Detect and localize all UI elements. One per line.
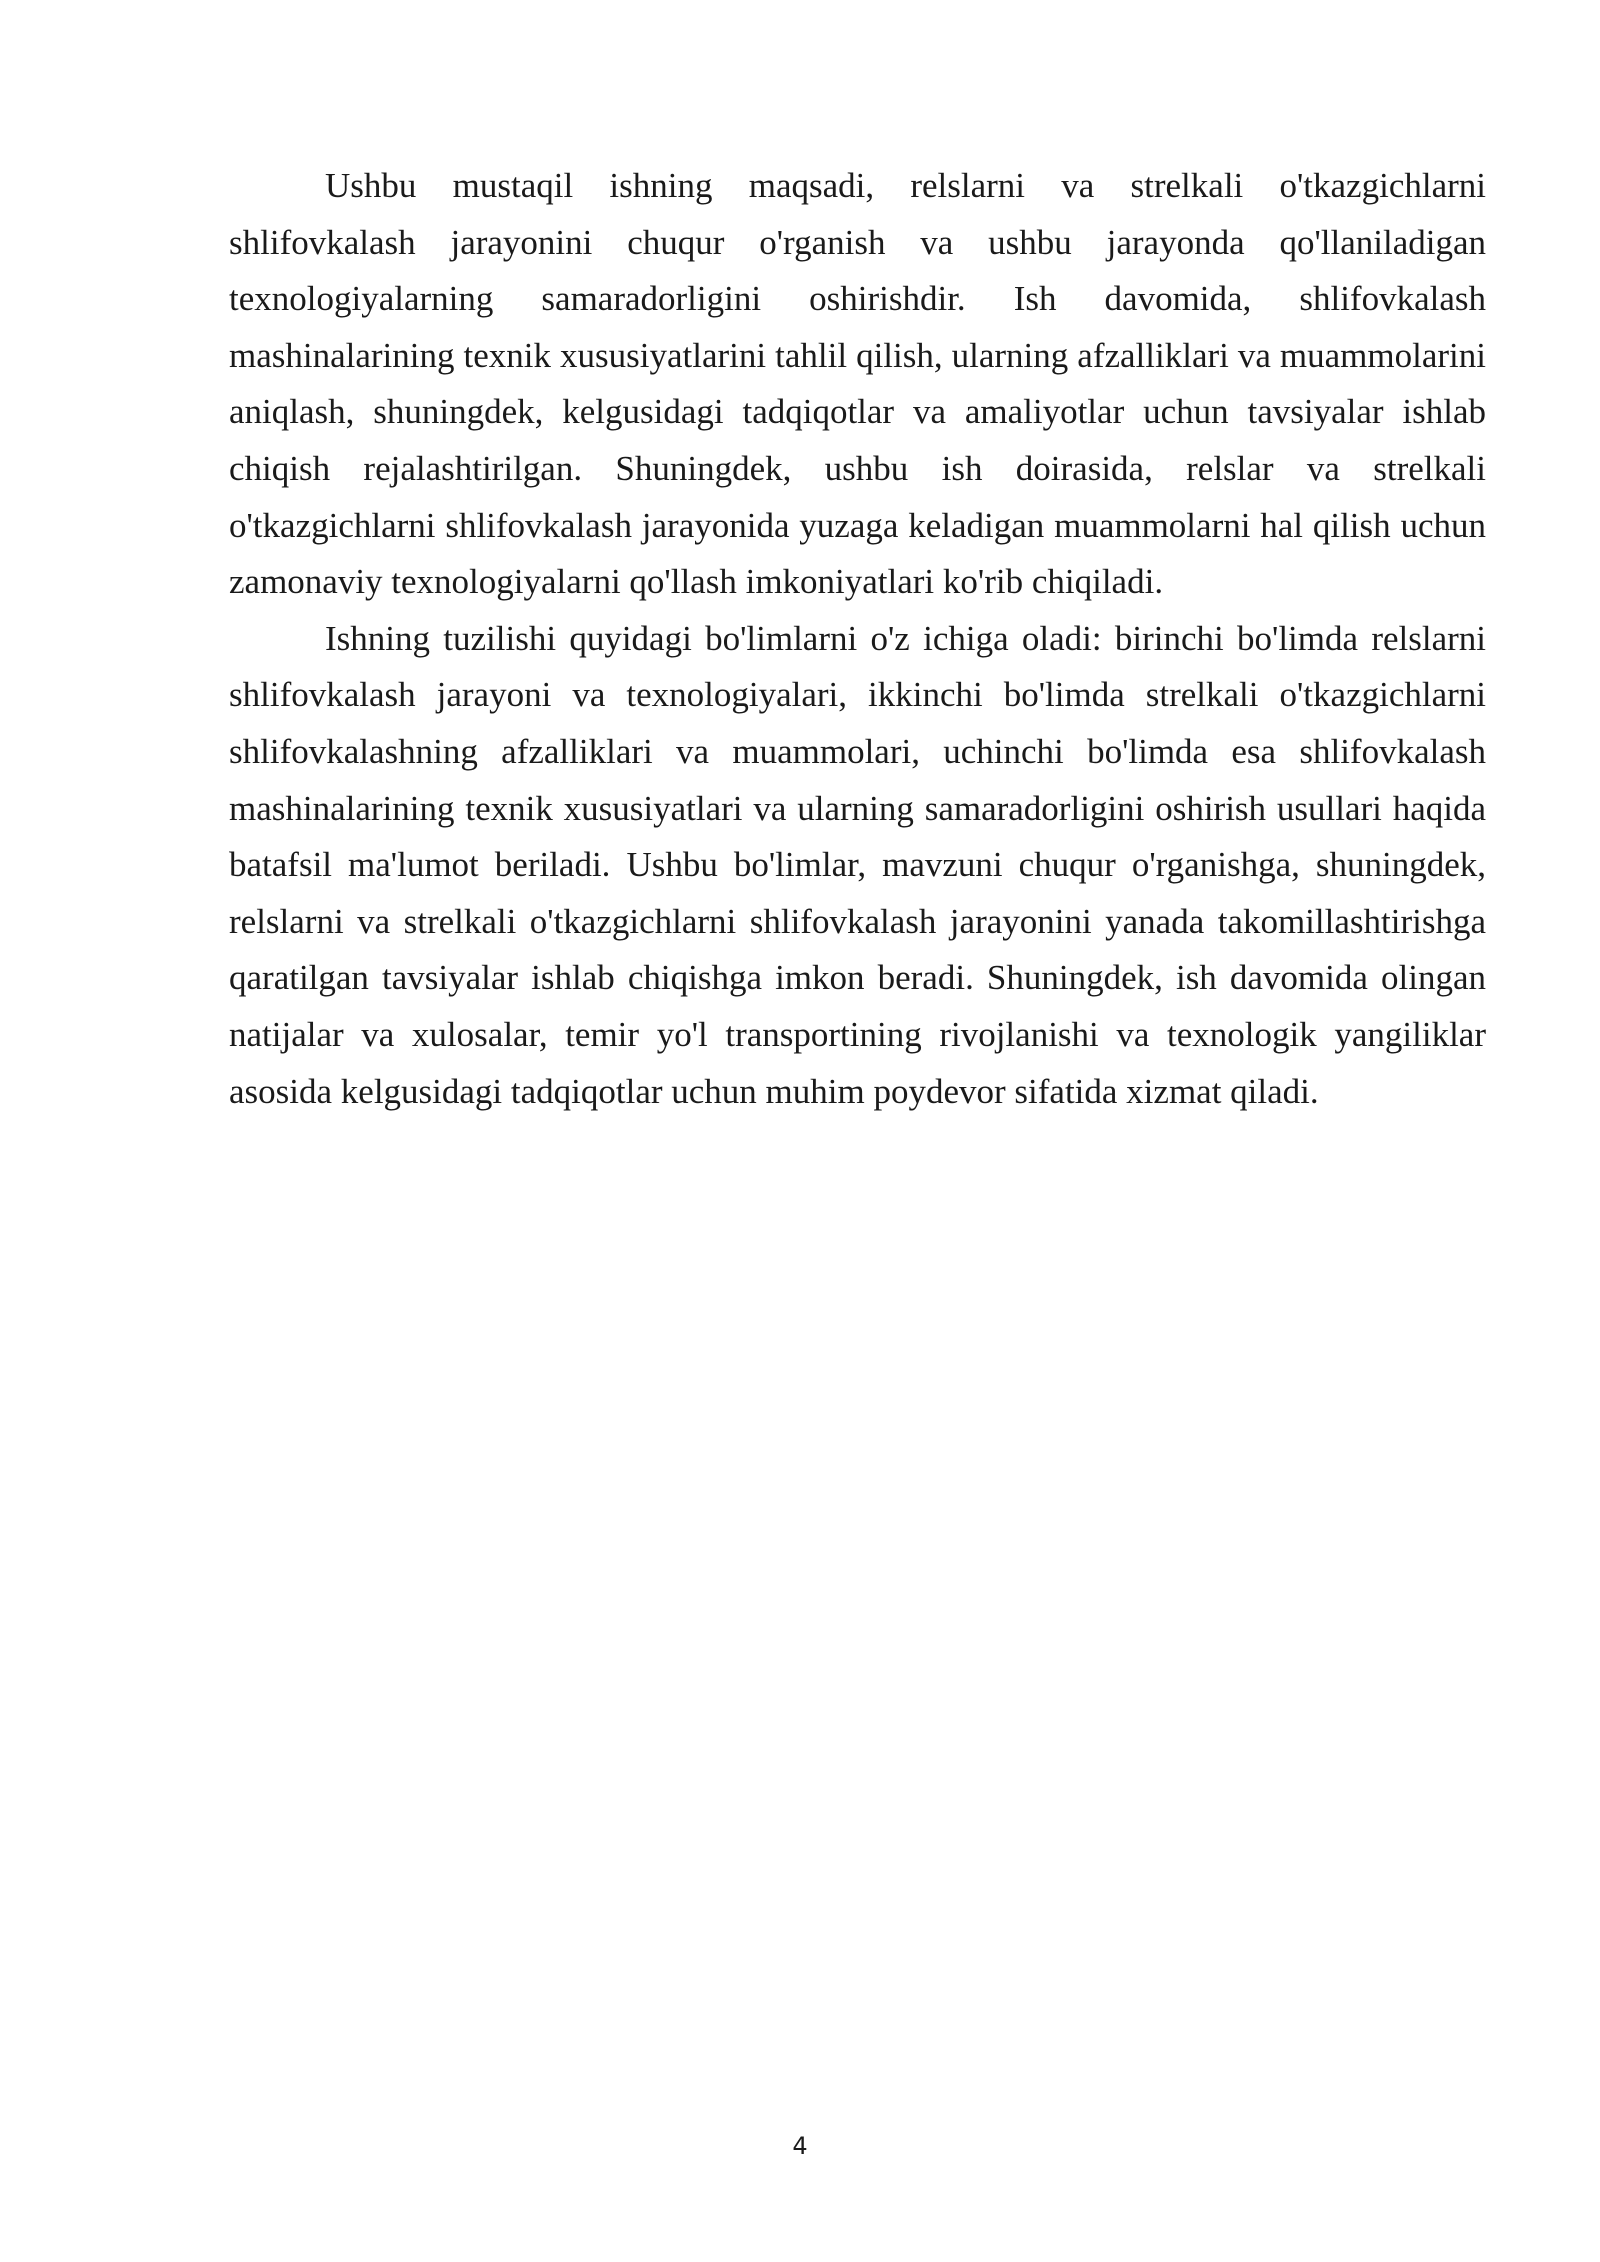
- body-text: [229, 158, 1486, 1120]
- paragraph-purpose: Ushbu mustaqil ishning maqsadi, relslarni va strelkali o'tkazgichlarni shlifovkalash jarayonini chuqur o'rganish va ushbu jarayonda qo'llaniladigan texnologiyalarning samaradorligini oshirishdir. Ish davomida, shlifovkalash mashinalarining texnik xususiyatlarini tahlil qilish, ularning afzalliklari va muammolarini aniqlash, shuningdek, kelgusidagi tadqiqotlar va amaliyotlar uchun tavsiyalar ishlab chiqish rejalashtirilgan. Shuningdek, ushbu ish doirasida, relslar va strelkali o'tkazgichlarni shlifovkalash jarayonida yuzaga keladigan muammolarni hal qilish uchun zamonaviy texnologiyalarni qo'llash imkoniyatlari ko'rib chiqiladi.: [229, 166, 1486, 602]
- paragraph-structure: Ishning tuzilishi quyidagi bo'limlarni o'z ichiga oladi: birinchi bo'limda relslarni shlifovkalash jarayoni va texnologiyalari, ikkinchi bo'limda strelkali o'tkazgichlarni shlifovkalashning afzalliklari va muammolari, uchinchi bo'limda esa shlifovkalash mashinalarining texnik xususiyatlari va ularning samaradorligini oshirish usullari haqida batafsil ma'lumot beriladi. Ushbu bo'limlar, mavzuni chuqur o'rganishga, shuningdek, relslarni va strelkali o'tkazgichlarni shlifovkalash jarayonini yanada takomillashtirishga qaratilgan tavsiyalar ishlab chiqishga imkon beradi. Shuningdek, ish davomida olingan natijalar va xulosalar, temir yo'l transportining rivojlanishi va texnologik yangiliklar asosida kelgusidagi tadqiqotlar uchun muhim poydevor sifatida xizmat qiladi.: [229, 618, 1486, 1111]
- page-number: 4: [792, 2132, 808, 2160]
